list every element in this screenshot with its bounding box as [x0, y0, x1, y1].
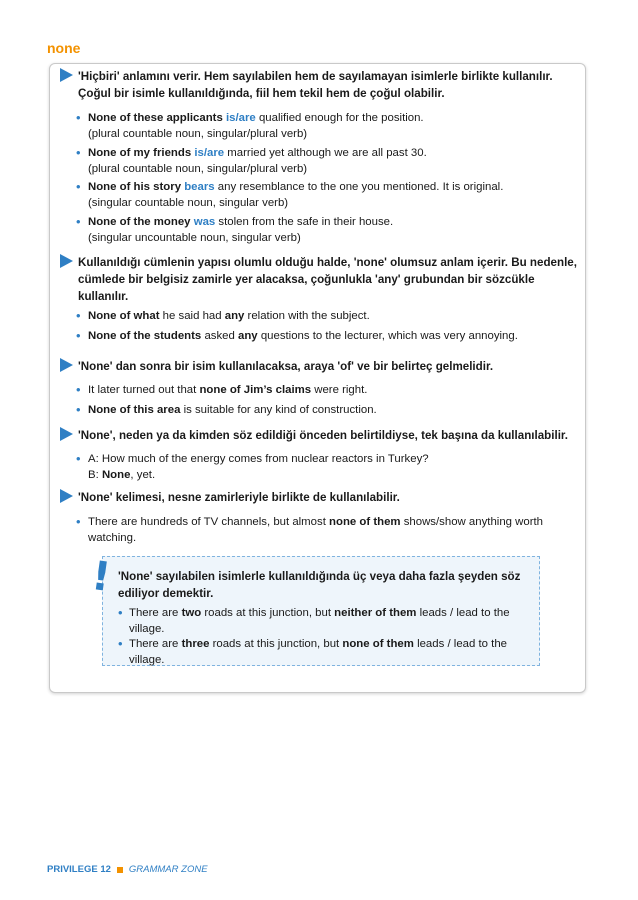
list-item: • None of my friends is/are married yet although we are all past 30. (plural countable noun, singular/plural verb)	[76, 145, 427, 175]
bullet-icon: •	[118, 636, 123, 651]
rule-text: 'None' dan sonra bir isim kullanılacaksa, araya 'of' ve bir belirteç gelmelidir.	[78, 360, 494, 373]
bullet-icon: •	[76, 328, 81, 343]
list-item: • None of his story bears any resemblance to the one you mentioned. It is original. (singular countable noun, singular verb)	[76, 179, 504, 209]
rule-3	[60, 358, 580, 375]
bullet-icon: •	[76, 514, 81, 529]
arrow-icon	[60, 254, 73, 268]
bullet-icon: •	[76, 402, 81, 417]
bullet-icon: •	[76, 382, 81, 397]
list-item: • None of the money was stolen from the safe in their house. (singular uncountable noun, singular verb)	[76, 214, 394, 244]
rule-2	[60, 254, 580, 305]
page-footer	[47, 864, 208, 875]
bullet-icon: •	[76, 308, 81, 323]
list-item: • A: How much of the energy comes from nuclear reactors in Turkey? B: None, yet.	[76, 451, 429, 481]
bullet-icon: •	[76, 179, 81, 194]
arrow-icon	[60, 427, 73, 441]
list-item: • None of these applicants is/are qualified enough for the position. (plural countable noun, singular/plural verb)	[76, 110, 424, 140]
bullet-icon: •	[76, 214, 81, 229]
list-item: • None of the students asked any questions to the lecturer, which was very annoying.	[76, 328, 518, 343]
arrow-icon	[60, 68, 73, 82]
list-item: • None of what he said had any relation with the subject.	[76, 308, 370, 323]
list-item: • It later turned out that none of Jim’s claims were right.	[76, 382, 368, 397]
rule-4	[60, 427, 580, 444]
list-item: • There are three roads at this junction, but none of them leads / lead to the village.	[118, 636, 507, 666]
arrow-icon	[60, 489, 73, 503]
bullet-icon: •	[118, 605, 123, 620]
arrow-icon	[60, 358, 73, 372]
section-title: none	[47, 40, 81, 56]
square-icon	[117, 867, 123, 873]
list-item: • None of this area is suitable for any kind of construction.	[76, 402, 377, 417]
section-name: GRAMMAR ZONE	[128, 864, 208, 875]
list-item: • There are two roads at this junction, but neither of them leads / lead to the village.	[118, 605, 510, 635]
rule-1	[60, 68, 580, 102]
list-item: • There are hundreds of TV channels, but almost none of them shows/show anything worth watching.	[76, 514, 544, 544]
book-title: PRIVILEGE 12	[47, 864, 111, 875]
rule-text: 'None', neden ya da kimden söz edildiği önceden belirtildiyse, tek başına da kullanılabilir.	[78, 429, 569, 442]
rule-5	[60, 489, 580, 506]
bullet-icon: •	[76, 145, 81, 160]
rule-text: 'Hiçbiri' anlamını verir. Hem sayılabilen hem de sayılamayan isimlerle birlikte kullanılır. Çoğul bir isimle kullanıldığında, fiil hem tekil hem de çoğul olabilir.	[78, 70, 553, 100]
exclamation-icon: !	[88, 552, 114, 602]
note-title: 'None' sayılabilen isimlerle kullanıldığında üç veya daha fazla şeyden söz ediliyor demektir.	[118, 570, 521, 600]
rule-text: Kullanıldığı cümlenin yapısı olumlu olduğu halde, 'none' olumsuz anlam içerir. Bu nedenle, cümlede bir belgisiz zamirle yer alacaksa, çoğunlukla 'any' grubundan bir sözcükle kullanılır.	[78, 256, 577, 303]
bullet-icon: •	[76, 110, 81, 125]
bullet-icon: •	[76, 451, 81, 466]
rule-text: 'None' kelimesi, nesne zamirleriyle birlikte de kullanılabilir.	[78, 491, 400, 504]
